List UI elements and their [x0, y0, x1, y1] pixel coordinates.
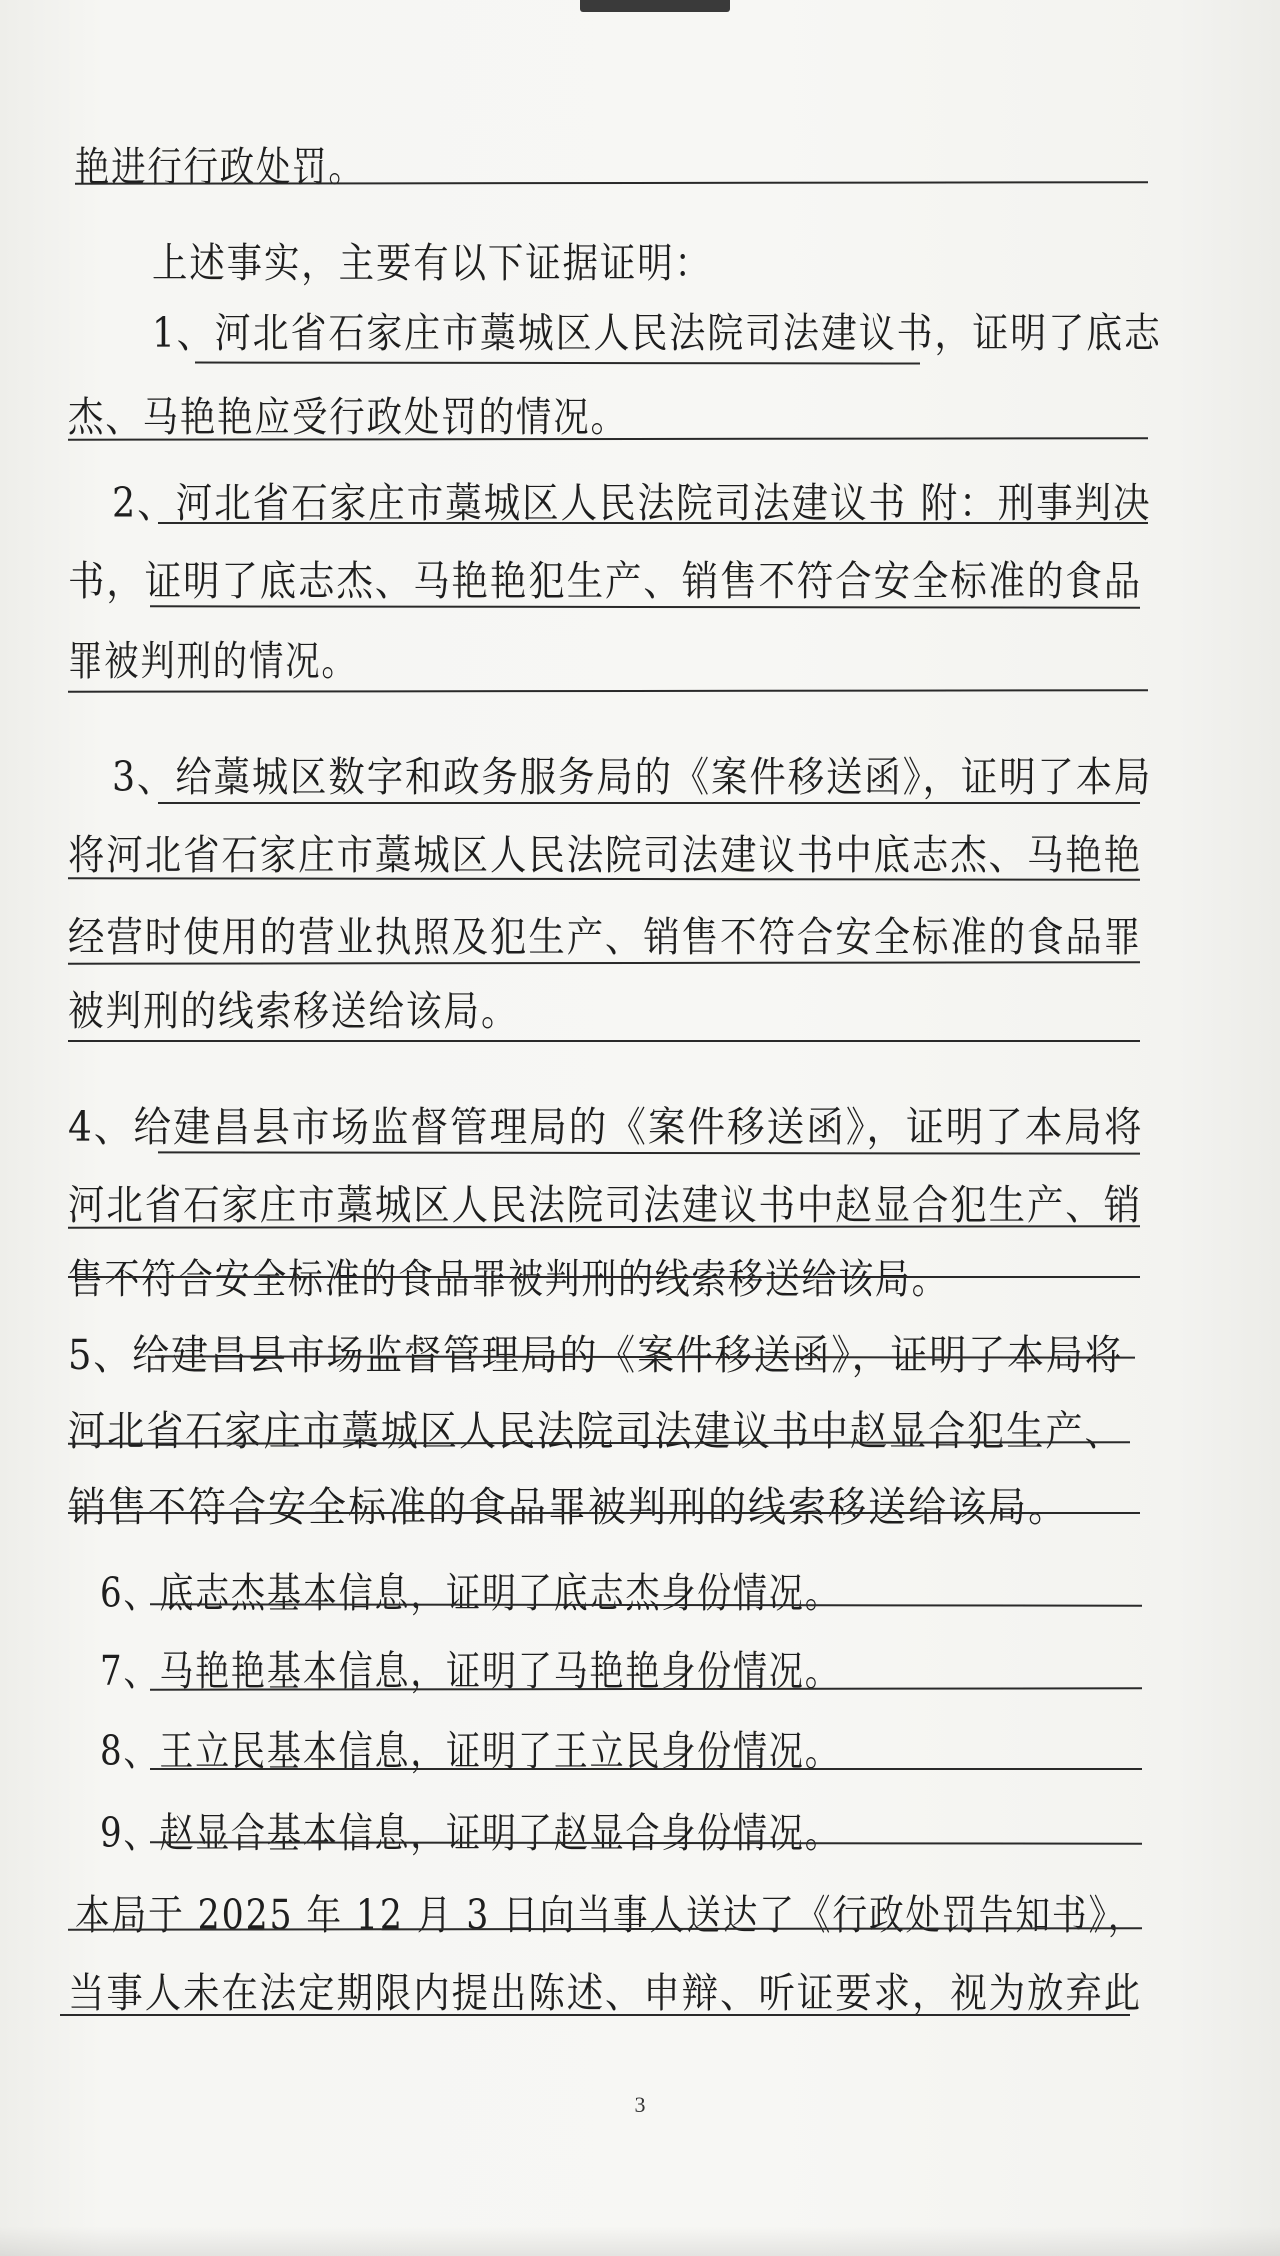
line-text: 9、赵显合基本信息，证明了赵显合身份情况。: [100, 1809, 841, 1857]
handwritten-underline: [75, 181, 1148, 184]
handwritten-underline: [68, 877, 1140, 880]
line-text: 河北省石家庄市藁城区人民法院司法建议书中赵显合犯生产、销: [68, 1181, 1143, 1229]
binder-clip: [580, 0, 730, 12]
handwritten-underline: [195, 361, 920, 364]
page-number: 3: [634, 2092, 646, 2117]
line-text: 5、给建昌县市场监督管理局的《案件移送函》，证明了本局将: [68, 1331, 1124, 1379]
line-text: 上述事实，主要有以下证据证明：: [152, 239, 712, 287]
line-text: 售不符合安全标准的食品罪被判刑的线索移送给该局。: [68, 1255, 949, 1303]
handwritten-underline: [150, 1768, 1142, 1770]
line-text: 6、底志杰基本信息，证明了底志杰身份情况。: [100, 1569, 841, 1617]
line-text: 8、王立民基本信息，证明了王立民身份情况。: [100, 1727, 841, 1775]
page-shadow: [0, 2226, 1280, 2256]
line-text: 1、河北省石家庄市藁城区人民法院司法建议书，证明了底志: [152, 309, 1162, 357]
line-text: 河北省石家庄市藁城区人民法院司法建议书中赵显合犯生产、: [68, 1407, 1124, 1455]
line-text: 杰、马艳艳应受行政处罚的情况。: [68, 393, 628, 441]
line-text: 4、给建昌县市场监督管理局的《案件移送函》，证明了本局将: [68, 1103, 1144, 1151]
handwritten-underline: [158, 1151, 1140, 1154]
line-text: 艳进行行政处罚。: [75, 143, 365, 191]
line-text: 7、马艳艳基本信息，证明了马艳艳身份情况。: [100, 1647, 841, 1695]
handwritten-underline: [60, 2014, 1130, 2016]
handwritten-underline: [158, 522, 1148, 524]
handwritten-underline: [158, 802, 1140, 804]
line-text: 罪被判刑的情况。: [68, 637, 358, 685]
handwritten-underline: [68, 1276, 1140, 1278]
handwritten-underline: [68, 689, 1148, 693]
line-text: 经营时使用的营业执照及犯生产、销售不符合安全标准的食品罪: [68, 913, 1143, 961]
line-text: 将河北省石家庄市藁城区人民法院司法建议书中底志杰、马艳艳: [68, 831, 1143, 879]
line-text: 3、给藁城区数字和政务服务局的《案件移送函》，证明了本局: [112, 753, 1153, 801]
line-text: 当事人未在法定期限内提出陈述、申辩、听证要求，视为放弃此: [68, 1969, 1143, 2017]
handwritten-underline: [68, 961, 1140, 964]
line-text: 书，证明了底志杰、马艳艳犯生产、销售不符合安全标准的食品: [68, 557, 1143, 605]
line-text: 2、河北省石家庄市藁城区人民法院司法建议书 附：刑事判决: [112, 479, 1152, 527]
line-text: 销售不符合安全标准的食品罪被判刑的线索移送给该局。: [68, 1483, 1069, 1531]
handwritten-underline: [68, 1512, 1140, 1514]
line-text: 被判刑的线索移送给该局。: [68, 987, 519, 1035]
handwritten-underline: [68, 1040, 1140, 1042]
handwritten-underline: [150, 605, 1140, 608]
line-text: 本局于 2025 年 12 月 3 日向当事人送达了《行政处罚告知书》，: [75, 1891, 1145, 1939]
